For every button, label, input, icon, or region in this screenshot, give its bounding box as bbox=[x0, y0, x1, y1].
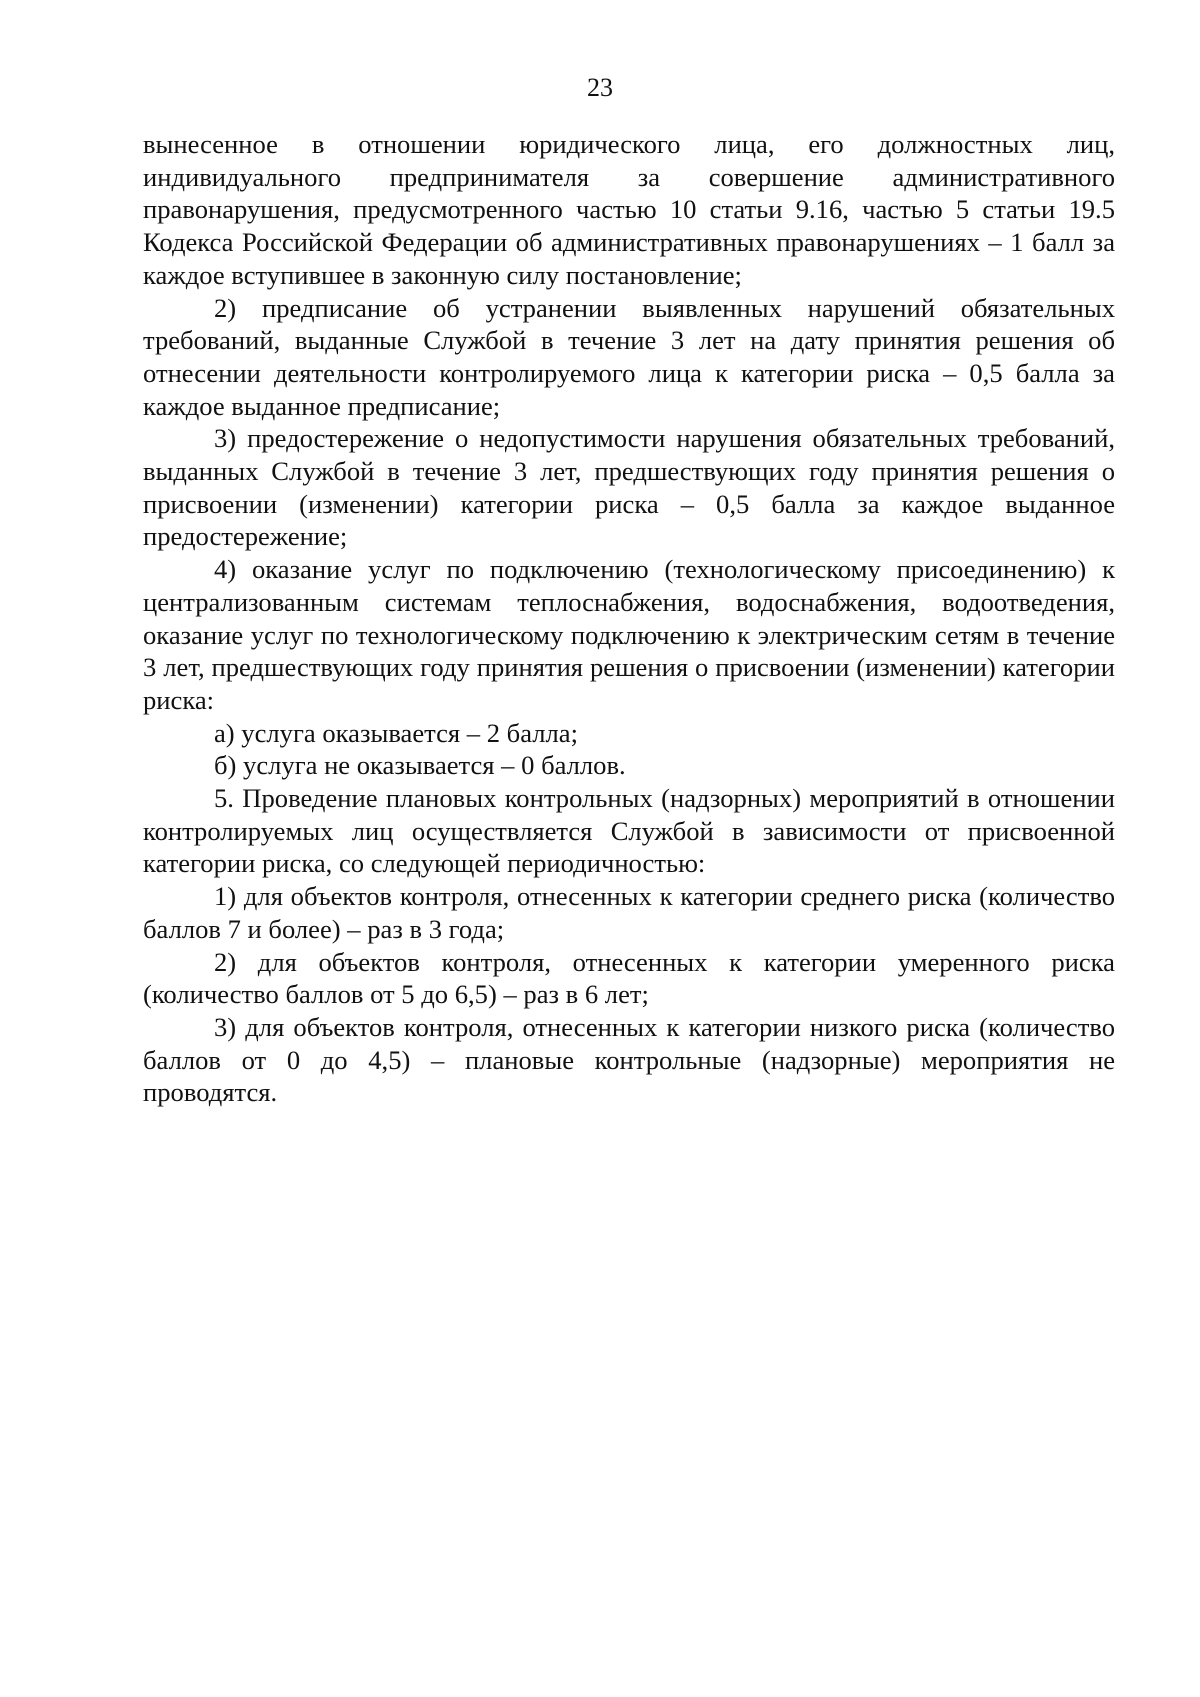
paragraph-item-4: 4) оказание услуг по подключению (технологическому присоединению) к централизованным системам теплоснабжения, водоснабжения, водоотведения, оказание услуг по технологическому подключению к электрическим сетям в течение 3 лет, предшествующих году принятия решения о присвоении (изменении) категории риска: bbox=[143, 554, 1115, 715]
paragraph-continuation: вынесенное в отношении юридического лица, его должностных лиц, индивидуального предпринимателя за совершение административного правонарушения, предусмотренного частью 10 статьи 9.16, частью 5 статьи 19.5 Кодекса Российской Федерации об административных правонарушениях – 1 балл за каждое вступившее в законную силу постановление; bbox=[143, 129, 1115, 290]
paragraph-item-3: 3) предостережение о недопустимости нарушения обязательных требований, выданных Службой в течение 3 лет, предшествующих году принятия решения о присвоении (изменении) категории риска – 0,5 балла за каждое выданное предостережение; bbox=[143, 423, 1115, 552]
document-body bbox=[143, 128, 1115, 1109]
paragraph-frequency-3: 3) для объектов контроля, отнесенных к категории низкого риска (количество баллов от 0 до 4,5) – плановые контрольные (надзорные) мероприятия не проводятся. bbox=[143, 1011, 1115, 1108]
paragraph-section-5: 5. Проведение плановых контрольных (надзорных) мероприятий в отношении контролируемых лиц осуществляется Службой в зависимости от присвоенной категории риска, со следующей периодичностью: bbox=[143, 783, 1115, 879]
paragraph-frequency-2: 2) для объектов контроля, отнесенных к категории умеренного риска (количество баллов от 5 до 6,5) – раз в 6 лет; bbox=[143, 946, 1115, 1010]
paragraph-item-2: 2) предписание об устранении выявленных нарушений обязательных требований, выданные Службой в течение 3 лет на дату принятия решения об отнесении деятельности контролируемого лица к категории риска – 0,5 балла за каждое выданное предписание; bbox=[143, 292, 1115, 421]
paragraph-frequency-1: 1) для объектов контроля, отнесенных к категории среднего риска (количество баллов 7 и более) – раз в 3 года; bbox=[143, 881, 1115, 944]
page-number: 23 bbox=[587, 73, 613, 102]
paragraph-subitem-a: а) услуга оказывается – 2 балла; bbox=[214, 717, 578, 748]
paragraph-subitem-b: б) услуга не оказывается – 0 баллов. bbox=[214, 750, 626, 781]
